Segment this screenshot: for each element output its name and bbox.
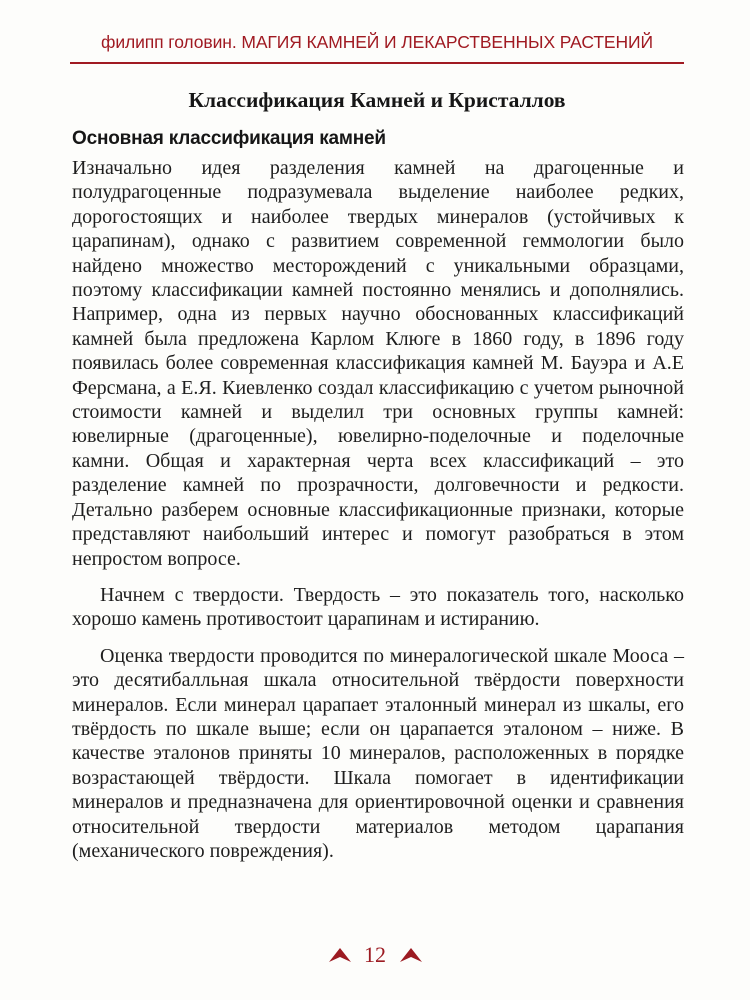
page-number: 12 — [364, 941, 386, 967]
running-head — [72, 32, 682, 53]
running-head-book-title: МАГИЯ КАМНЕЙ И ЛЕКАРСТВЕННЫХ РАСТЕНИЙ — [241, 32, 653, 52]
page-footer — [0, 940, 750, 968]
running-head-author: филипп головин. — [101, 32, 237, 52]
paragraph-3: Оценка твердости проводится по минералогической шкале Мооса – это десятибалльная шкала относительной твёрдости поверхности минералов. Если минерал царапает эталонный минерал из шкалы, его твёрдость по шкале выше; если он царапается эталоном – ниже. В качестве эталонов приняты 10 минералов, расположенных в порядке возрастающей твёрдости. Шкала помогает в идентификации минералов и предназначена для ориентировочной оценки и сравнения относительной твердости материалов методом царапания (механического повреждения). — [72, 644, 684, 862]
chapter-title: Классификация Камней и Кристаллов — [188, 88, 566, 112]
paragraph-2: Начнем с твердости. Твердость – это показатель того, насколько хорошо камень противостоит царапинам и истиранию. — [72, 583, 684, 631]
header-rule — [70, 62, 684, 64]
body-text — [72, 156, 684, 875]
section-heading: Основная классификация камней — [72, 128, 386, 149]
left-ornament-icon — [329, 942, 351, 968]
right-ornament-icon — [400, 942, 422, 968]
paragraph-1: Изначально идея разделения камней на драгоценные и полудрагоценные подразумевала выделение наиболее редких, дорогостоящих и наиболее твердых минералов (устойчивых к царапинам), однако с развитием современной геммологии было найдено множество месторождений с уникальными образцами, поэтому классификации камней постоянно менялись и дополнялись. Например, одна из первых научно обоснованных классификаций камней была предложена Карлом Клюге в 1860 году, в 1896 году появилась более современная классификация камней М. Бауэра и А.Е Ферсмана, а Е.Я. Киевленко создал классификацию с учетом рыночной стоимости камней и выделил три основных группы камней: ювелирные (драгоценные), ювелирно-поделочные и поделочные камни. Общая и характерная черта всех классификаций – это разделение камней по прозрачности, долговечности и редкости. Детально разберем основные классификационные признаки, которые представляют наибольший интерес и помогут разобраться в этом непростом вопросе. — [72, 157, 684, 570]
